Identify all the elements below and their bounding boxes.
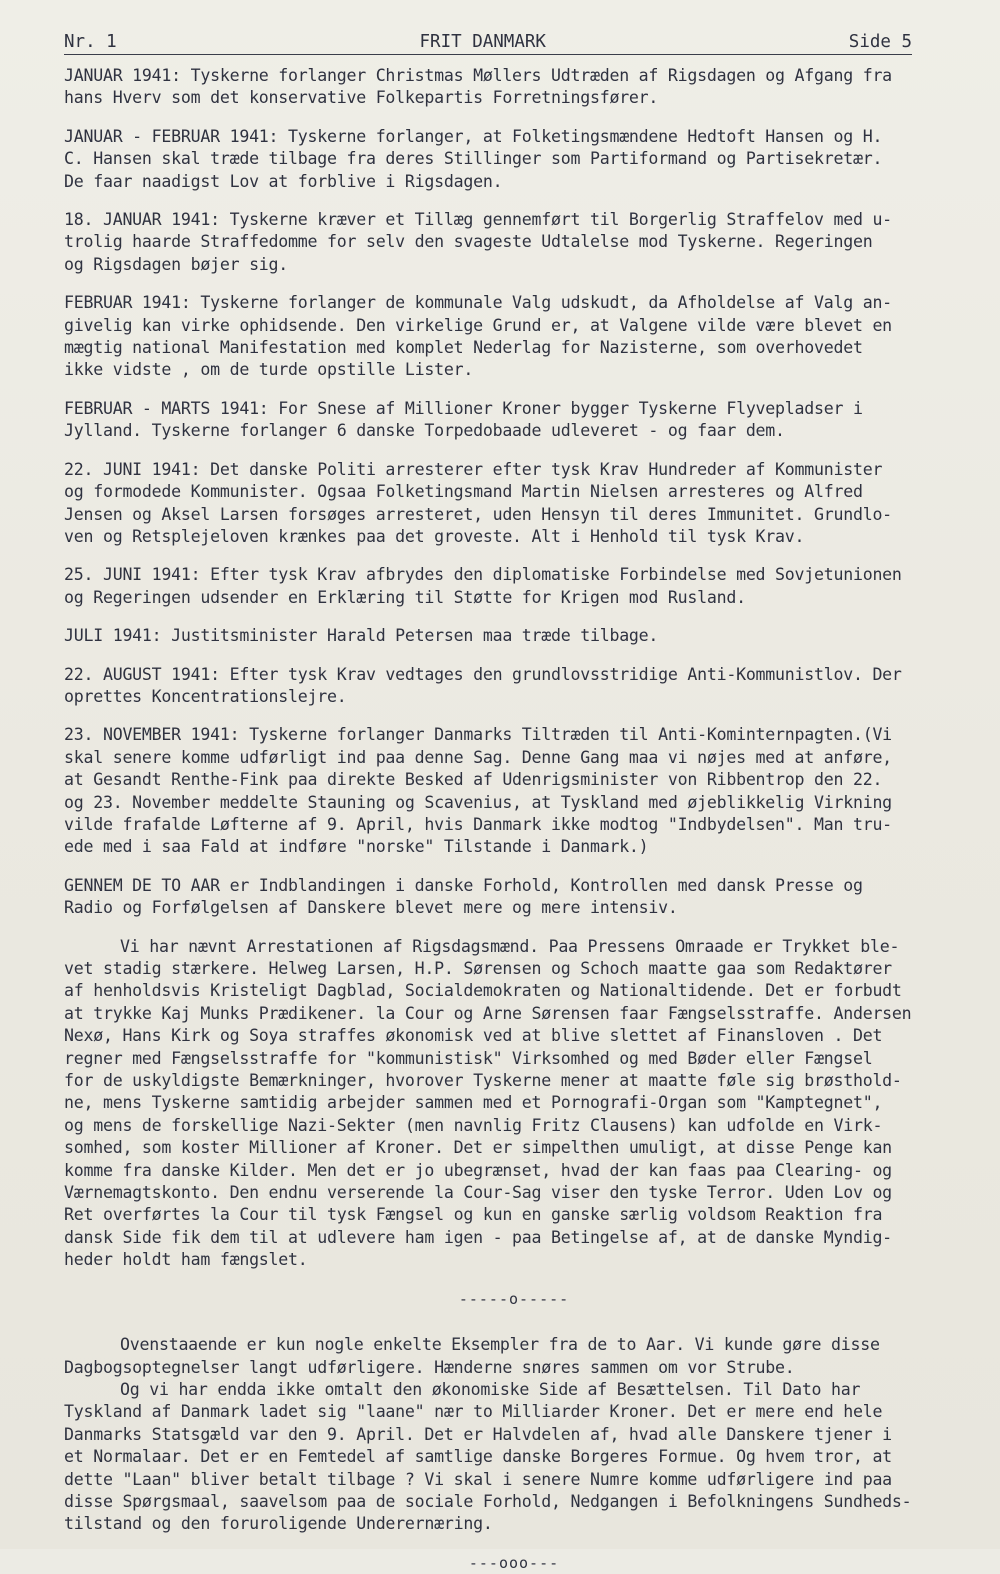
- text-line: regner med Fængselsstraffe for "kommunistisk" Virksomhed og med Bøder eller Fængsel: [64, 1048, 873, 1068]
- text-line: Danmarks Statsgæld var den 9. April. Det er Halvdelen af, hvad alle Danskere tjener i: [64, 1424, 892, 1444]
- text-line: disse Spørgsmaal, saavelsom paa de sociale Forhold, Nedgangen i Befolkningens Sundheds-: [64, 1491, 912, 1511]
- press-paragraph: [64, 936, 964, 1272]
- text-line: skal senere komme udførligt ind paa denne Sag. Denne Gang maa vi nøjes med at anføre,: [64, 747, 892, 767]
- text-line: af henholdsvis Kristeligt Dagblad, Socialdemokraten og Nationaltidende. Det er forbudt: [64, 981, 902, 1001]
- chronology-entry: [64, 564, 964, 609]
- text-line: at trykke Kaj Munks Prædikener. la Cour og Arne Sørensen faar Fængselsstraffe. Andersen: [64, 1003, 912, 1023]
- end-divider: ---ooo---: [468, 1553, 560, 1572]
- section-divider: -----o-----: [458, 1289, 570, 1308]
- page-header: [64, 30, 912, 55]
- text-line: tilstand og den foruroligende Underernæring.: [64, 1514, 493, 1534]
- text-line: for de uskyldigste Bemærkninger, hvorover Tyskerne mener at maatte føle sig brøsthold-: [64, 1071, 902, 1091]
- text-line: og formodede Kommunister. Ogsaa Folketingsmand Martin Nielsen arresteres og Alfred: [64, 482, 863, 502]
- text-line: dansk Side fik dem til at udlevere ham igen - paa Betingelse af, at de danske Myndig-: [64, 1227, 892, 1247]
- text-line: JANUAR 1941: Tyskerne forlanger Christmas Møllers Udtræden af Rigsdagen og Afgang fra: [64, 66, 892, 85]
- text-line: Og vi har endda ikke omtalt den økonomiske Side af Besættelsen. Til Dato har: [120, 1379, 861, 1399]
- text-line: GENNEM DE TO AAR er Indblandingen i danske Forhold, Kontrollen med dansk Presse og: [64, 875, 863, 895]
- chronology-entry: [64, 664, 964, 709]
- text-line: C. Hansen skal træde tilbage fra deres Stillinger som Partiformand og Partisekretær.: [64, 149, 883, 169]
- text-line: 22. JUNI 1941: Det danske Politi arresterer efter tysk Krav Hundreder af Kommunister: [64, 459, 883, 479]
- publication-title: FRIT DANMARK: [419, 32, 546, 52]
- chronology-entry: [64, 724, 964, 858]
- text-line: FEBRUAR 1941: Tyskerne forlanger de kommunale Valg udskudt, da Afholdelse af Valg an-: [64, 293, 892, 313]
- text-line: FEBRUAR - MARTS 1941: For Snese af Millioner Kroner bygger Tyskerne Flyvepladser i: [64, 398, 863, 418]
- text-line: ne, mens Tyskerne samtidig arbejder sammen med et Pornografi-Organ som "Kamptegnet",: [64, 1093, 883, 1113]
- text-line: JANUAR - FEBRUAR 1941: Tyskerne forlanger, at Folketingsmændene Hedtoft Hansen og H.: [64, 126, 883, 146]
- text-line: ven og Retsplejeloven krænkes paa det groveste. Alt i Henhold til tysk Krav.: [64, 526, 805, 546]
- chronology-entry: [64, 625, 964, 647]
- chronology-entry: [64, 126, 964, 193]
- chronology-entry: [64, 875, 964, 920]
- text-line: ikke vidste , om de turde opstille Lister.: [64, 360, 474, 380]
- text-line: 25. JUNI 1941: Efter tysk Krav afbrydes den diplomatiske Forbindelse med Sovjetunionen: [64, 565, 902, 585]
- text-line: og Rigsdagen bøjer sig.: [64, 254, 289, 274]
- issue-number: Nr. 1: [64, 32, 117, 52]
- document-body: [64, 65, 964, 1574]
- text-line: vilde frafalde Løfterne af 9. April, hvis Danmark ikke modtog "Indbydelsen". Man tru-: [64, 814, 892, 834]
- chronology-entry: [64, 65, 964, 110]
- chronology-entry: [64, 209, 964, 276]
- text-line: Dagbogsoptegnelser langt udførligere. Hænderne snøres sammen om vor Strube.: [64, 1357, 795, 1377]
- text-line: JULI 1941: Justitsminister Harald Petersen maa træde tilbage.: [64, 626, 659, 646]
- text-line: komme fra danske Kilder. Men det er jo ubegrænset, hvad der kan faas paa Clearing- og: [64, 1160, 892, 1180]
- text-line: et Normalaar. Det er en Femtedel af samtlige danske Borgeres Formue. Og hvem tror, at: [64, 1447, 892, 1467]
- closing-paragraph: [64, 1334, 964, 1536]
- text-line: 22. AUGUST 1941: Efter tysk Krav vedtages den grundlovsstridige Anti-Kommunistlov. Der: [64, 664, 902, 684]
- text-line: ede med i saa Fald at indføre "norske" Tilstande i Danmark.): [64, 837, 649, 857]
- text-line: hans Hverv som det konservative Folkepartis Forretningsfører.: [64, 88, 659, 108]
- text-line: at Gesandt Renthe-Fink paa direkte Besked af Udenrigsminister von Ribbentrop den 22.: [64, 770, 883, 790]
- chronology-entry: [64, 292, 964, 382]
- text-line: Ovenstaaende er kun nogle enkelte Eksempler fra de to Aar. Vi kunde gøre disse: [120, 1335, 880, 1355]
- text-line: Jylland. Tyskerne forlanger 6 danske Torpedobaade udleveret - og faar dem.: [64, 421, 785, 441]
- chronology-entry: [64, 398, 964, 443]
- text-line: og mens de forskellige Nazi-Sekter (men navnlig Fritz Clausens) kan udfolde en Virk-: [64, 1115, 883, 1135]
- text-line: og 23. November meddelte Stauning og Scavenius, at Tyskland med øjeblikkelig Virkning: [64, 792, 892, 812]
- text-line: Ret overførtes la Cour til tysk Fængsel og kun en ganske særlig voldsom Reaktion fra: [64, 1205, 883, 1225]
- text-line: mægtig national Manifestation med komplet Nederlag for Nazisterne, som overhovedet: [64, 338, 863, 358]
- text-line: Vi har nævnt Arrestationen af Rigsdagsmænd. Paa Pressens Omraade er Trykket ble-: [120, 936, 900, 956]
- text-line: givelig kan virke ophidsende. Den virkelige Grund er, at Valgene vilde være blevet en: [64, 315, 892, 335]
- text-line: Radio og Forfølgelsen af Danskere blevet mere og mere intensiv.: [64, 898, 678, 918]
- text-line: og Regeringen udsender en Erklæring til Støtte for Krigen mod Rusland.: [64, 587, 746, 607]
- text-line: somhed, som koster Millioner af Kroner. Det er simpelthen umuligt, at disse Penge kan: [64, 1138, 892, 1158]
- text-line: heder holdt ham fængslet.: [64, 1250, 308, 1270]
- text-line: Tyskland af Danmark ladet sig "laane" nær to Milliarder Kroner. Det er mere end hele: [64, 1402, 883, 1422]
- text-line: De faar naadigst Lov at forblive i Rigsdagen.: [64, 171, 503, 191]
- text-line: oprettes Koncentrationslejre.: [64, 686, 347, 706]
- chronology-entry: [64, 459, 964, 549]
- chronology-entries: [64, 65, 964, 920]
- text-line: Værnemagtskonto. Den endnu verserende la Cour-Sag viser den tyske Terror. Uden Lov og: [64, 1183, 892, 1203]
- text-line: trolig haarde Straffedomme for selv den svageste Udtalelse mod Tyskerne. Regeringen: [64, 232, 873, 252]
- text-line: 18. JANUAR 1941: Tyskerne kræver et Tillæg gennemført til Borgerlig Straffelov med u-: [64, 210, 892, 230]
- text-line: dette "Laan" bliver betalt tilbage ? Vi skal i senere Numre komme udførligere ind paa: [64, 1469, 892, 1489]
- text-line: 23. NOVEMBER 1941: Tyskerne forlanger Danmarks Tiltræden til Anti-Kominternpagten.(Vi: [64, 725, 892, 745]
- text-line: vet stadig stærkere. Helweg Larsen, H.P. Sørensen og Schoch maatte gaa som Redaktører: [64, 959, 892, 978]
- page-number: Side 5: [848, 32, 912, 52]
- text-line: Nexø, Hans Kirk og Soya straffes økonomisk ved at blive slettet af Finansloven . Det: [64, 1026, 883, 1046]
- text-line: Jensen og Aksel Larsen forsøges arresteret, uden Hensyn til deres Immunitet. Grundlo-: [64, 504, 892, 524]
